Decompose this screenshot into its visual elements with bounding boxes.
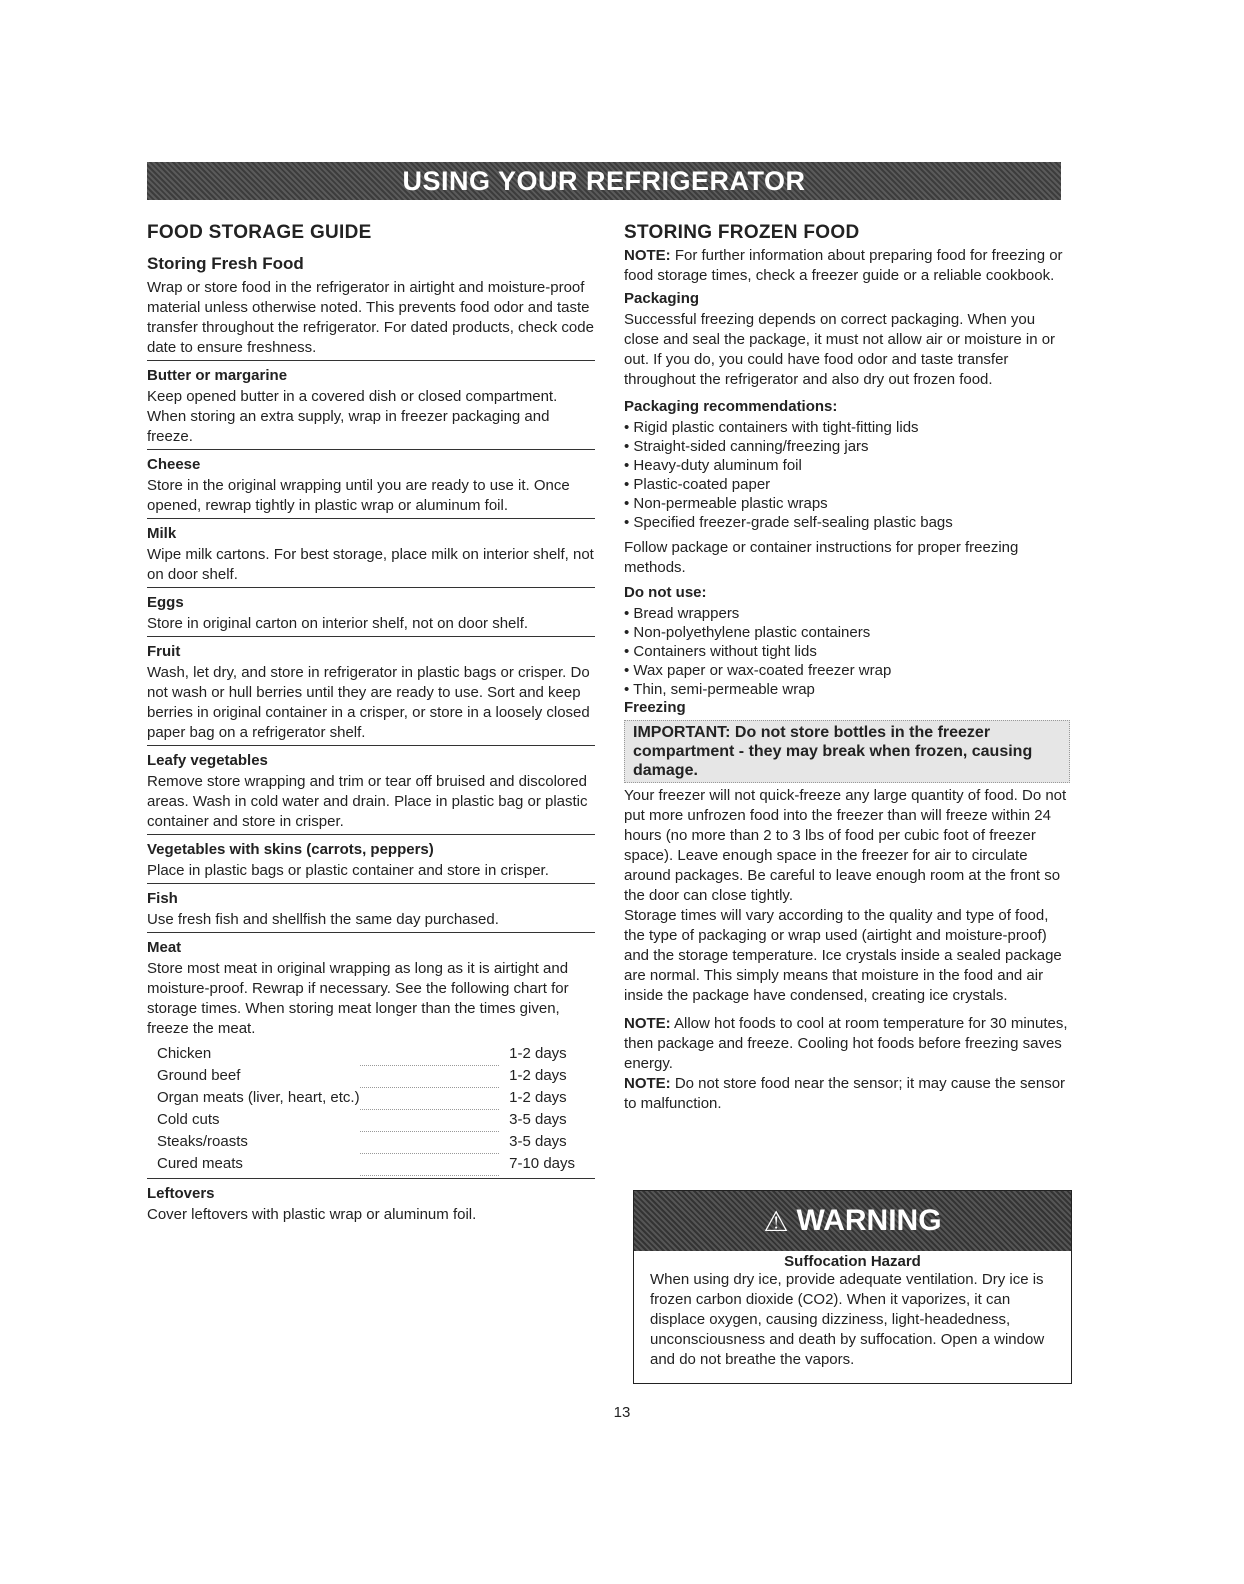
storage-section-heading: Fish xyxy=(147,890,178,907)
meat-item: Organ meats (liver, heart, etc.) xyxy=(157,1089,360,1106)
warning-header xyxy=(634,1191,1071,1251)
leftovers-heading: Leftovers xyxy=(147,1184,215,1202)
table-row xyxy=(147,1109,595,1131)
dot-leader xyxy=(360,1043,500,1065)
storage-section-text: Store in the original wrapping until you are ready to use it. Once opened, rewrap tightly in plastic wrap or aluminum foil. xyxy=(147,477,570,514)
table-row xyxy=(147,1153,595,1175)
list-item: • Bread wrappers xyxy=(624,604,1070,623)
list-item: • Non-polyethylene plastic containers xyxy=(624,623,1070,642)
follow-text: Follow package or container instructions for proper freezing methods. xyxy=(624,539,1019,576)
table-row xyxy=(147,1131,595,1153)
meat-storage-time: 3-5 days xyxy=(509,1133,567,1150)
note-3-text: Do not store food near the sensor; it may cause the sensor to malfunction. xyxy=(624,1075,1066,1112)
storage-section-heading: Cheese xyxy=(147,456,201,473)
dot-leader xyxy=(360,1065,500,1087)
do-not-use-heading: Do not use: xyxy=(624,584,707,601)
storage-section xyxy=(147,841,595,884)
storage-section-heading: Leafy vegetables xyxy=(147,752,268,769)
meat-storage-time: 1-2 days xyxy=(509,1089,567,1106)
packaging-text: Successful freezing depends on correct packaging. When you close and seal the package, it must not allow air or moisture in or out. If you do, you could have food odor and taste transfer throughout the refrigerator and also dry out frozen food. xyxy=(624,311,1056,388)
banner-title: USING YOUR REFRIGERATOR xyxy=(402,165,806,196)
note-1-text: For further information about preparing food for freezing or food storage times, check a freezer guide or a reliable cookbook. xyxy=(624,247,1063,284)
section-banner xyxy=(147,162,1061,200)
list-item: • Rigid plastic containers with tight-fitting lids xyxy=(624,418,1070,437)
storage-section-text: Place in plastic bags or plastic container and store in crisper. xyxy=(147,862,549,879)
note-2-label: NOTE: xyxy=(624,1015,671,1032)
list-item: • Heavy-duty aluminum foil xyxy=(624,456,1070,475)
warning-body xyxy=(634,1251,1071,1372)
note-2 xyxy=(624,1014,1070,1074)
left-column xyxy=(147,222,595,1225)
warning-text: When using dry ice, provide adequate ventilation. Dry ice is frozen carbon dioxide (CO2). When it vaporizes, it can displace oxygen, causing dizziness, light-headedness, unconsciousness and death by suffocation. Open a window and do not breathe the vapors. xyxy=(650,1271,1045,1368)
meat-storage-time: 1-2 days xyxy=(509,1067,567,1084)
warning-subtitle: Suffocation Hazard xyxy=(784,1253,921,1270)
list-item: • Specified freezer-grade self-sealing plastic bags xyxy=(624,513,1070,532)
list-item: • Straight-sided canning/freezing jars xyxy=(624,437,1070,456)
warning-title: WARNING xyxy=(796,1204,942,1237)
note-3-label: NOTE: xyxy=(624,1075,671,1092)
storage-section-heading: Butter or margarine xyxy=(147,367,288,384)
packaging-heading: Packaging xyxy=(624,290,700,307)
storage-section-text: Keep opened butter in a covered dish or closed compartment. When storing an extra supply, wrap in freezer packaging and freeze. xyxy=(147,388,558,445)
meat-storage-time: 7-10 days xyxy=(509,1155,575,1172)
list-item: • Non-permeable plastic wraps xyxy=(624,494,1070,513)
fresh-food-text: Wrap or store food in the refrigerator in airtight and moisture-proof material unless otherwise noted. This prevents food odor and taste transfer throughout the refrigerator. For dated products, check code date to ensure freshness. xyxy=(147,279,594,356)
storage-section-text: Wash, let dry, and store in refrigerator in plastic bags or crisper. Do not wash or hull berries until they are ready to use. Sort and keep berries in original container in a crisper, or store in a loosely closed paper bag on a refrigerator shelf. xyxy=(147,664,590,741)
recommendations-heading: Packaging recommendations: xyxy=(624,398,838,415)
do-not-use-list xyxy=(624,604,1070,699)
meat-item: Cured meats xyxy=(157,1155,243,1172)
list-item: • Plastic-coated paper xyxy=(624,475,1070,494)
dot-leader xyxy=(360,1109,500,1131)
storage-section-text: Use fresh fish and shellfish the same day purchased. xyxy=(147,911,499,928)
table-row xyxy=(147,1065,595,1087)
note-3 xyxy=(624,1074,1070,1114)
meat-item: Chicken xyxy=(157,1045,212,1062)
storage-section-heading: Eggs xyxy=(147,594,184,611)
storage-section-heading: Milk xyxy=(147,525,177,542)
fresh-food-heading: Storing Fresh Food xyxy=(147,254,304,273)
storage-section-text: Wipe milk cartons. For best storage, place milk on interior shelf, not on door shelf. xyxy=(147,546,594,583)
right-column xyxy=(624,222,1070,1114)
list-item: • Thin, semi-permeable wrap xyxy=(624,680,1070,699)
dot-leader xyxy=(360,1153,500,1175)
meat-section xyxy=(147,939,595,1179)
note-1 xyxy=(624,246,1070,286)
storage-section-heading: Vegetables with skins (carrots, peppers) xyxy=(147,841,434,858)
meat-storage-time: 1-2 days xyxy=(509,1045,567,1062)
frozen-food-title: STORING FROZEN FOOD xyxy=(624,222,860,243)
storage-section xyxy=(147,525,595,588)
freezing-heading: Freezing xyxy=(624,699,686,716)
note-1-label: NOTE: xyxy=(624,247,671,264)
recommendations-list xyxy=(624,418,1070,532)
meat-heading: Meat xyxy=(147,939,182,956)
note-2-text: Allow hot foods to cool at room temperature for 30 minutes, then package and freeze. Cooling hot foods before freezing saves energy. xyxy=(624,1015,1068,1072)
table-row xyxy=(147,1087,595,1109)
meat-item: Cold cuts xyxy=(157,1111,220,1128)
storage-section xyxy=(147,367,595,450)
storage-section-heading: Fruit xyxy=(147,643,181,660)
warning-box xyxy=(633,1190,1072,1384)
meat-item: Ground beef xyxy=(157,1067,241,1084)
meat-text: Store most meat in original wrapping as long as it is airtight and moisture-proof. Rewrap if necessary. See the following chart for storage times. When storing meat longer than the times given, freeze the meat. xyxy=(147,960,569,1037)
meat-storage-time: 3-5 days xyxy=(509,1111,567,1128)
food-storage-title: FOOD STORAGE GUIDE xyxy=(147,222,372,243)
storage-section-text: Remove store wrapping and trim or tear off bruised and discolored areas. Wash in cold water and drain. Place in plastic bag or plastic container and store in crisper. xyxy=(147,773,588,830)
meat-item: Steaks/roasts xyxy=(157,1133,248,1150)
list-item: • Containers without tight lids xyxy=(624,642,1070,661)
storage-section xyxy=(147,643,595,746)
warning-triangle-icon: ⚠ xyxy=(763,1205,789,1237)
freezing-text-2: Storage times will vary according to the quality and type of food, the type of packaging or wrap used (airtight and moisture-proof) and the storage temperature. Ice crystals inside a sealed package are normal. This simply means that moisture in the food and air inside the package have condensed, creating ice crystals. xyxy=(624,907,1062,1004)
dot-leader xyxy=(360,1131,500,1153)
storage-sections xyxy=(147,367,595,933)
storage-section xyxy=(147,752,595,835)
dot-leader xyxy=(360,1087,500,1109)
list-item: • Wax paper or wax-coated freezer wrap xyxy=(624,661,1070,680)
table-row xyxy=(147,1043,595,1065)
fresh-food-section xyxy=(147,254,595,361)
freezing-text-1: Your freezer will not quick-freeze any large quantity of food. Do not put more unfrozen food into the freezer than will freeze within 24 hours (no more than 2 to 3 lbs of food per cubic foot of freezer space). Leave enough space in the freezer for air to circulate around packages. Be careful to leave enough room at the front so the door can close tightly. xyxy=(624,787,1067,904)
storage-section xyxy=(147,594,595,637)
storage-section xyxy=(147,456,595,519)
storage-section-text: Store in original carton on interior shelf, not on door shelf. xyxy=(147,615,529,632)
leftovers-text: Cover leftovers with plastic wrap or aluminum foil. xyxy=(147,1205,477,1223)
page-number: 13 xyxy=(613,1404,631,1421)
meat-storage-table xyxy=(147,1043,595,1176)
storage-section xyxy=(147,890,595,933)
important-notice: IMPORTANT: Do not store bottles in the freezer compartment - they may break when frozen, causing damage. xyxy=(624,720,1070,783)
leftovers-section xyxy=(147,1185,595,1225)
